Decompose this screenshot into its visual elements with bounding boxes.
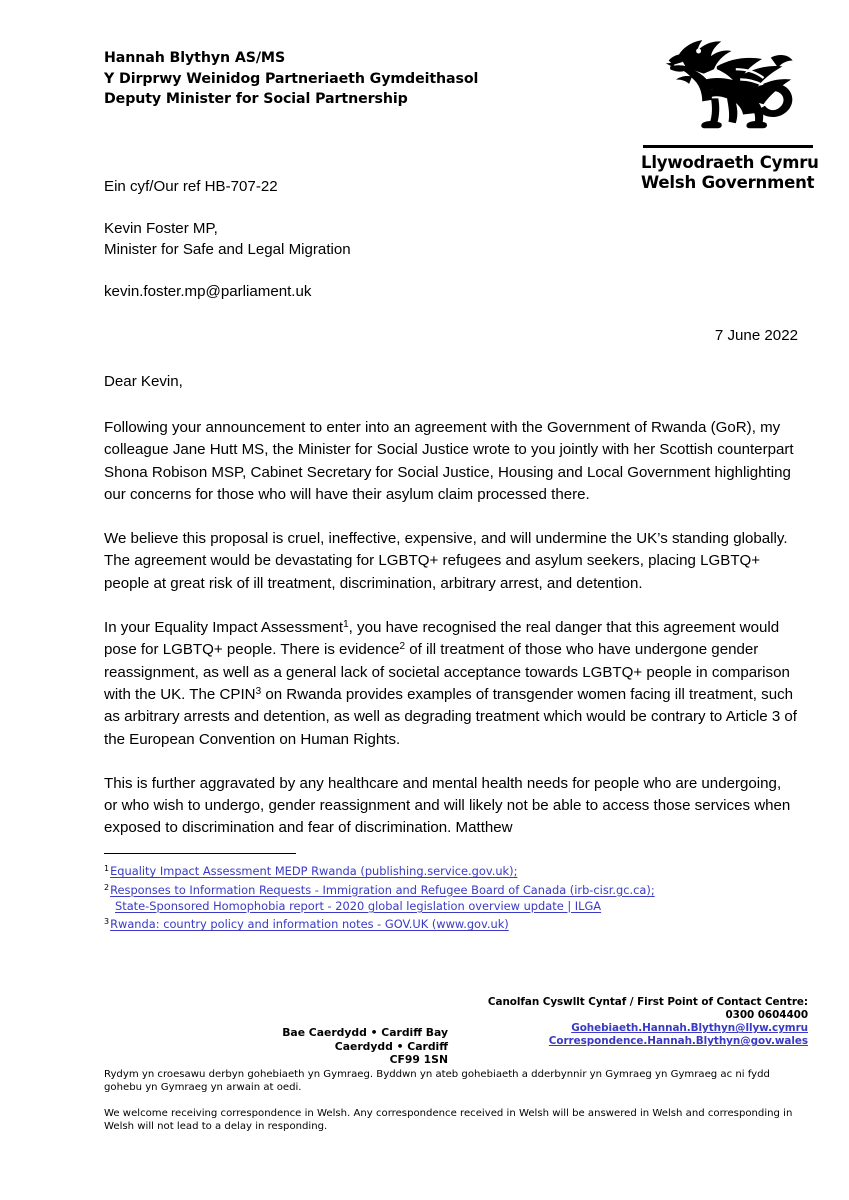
language-notice-english: We welcome receiving correspondence in Welsh. Any correspondence received in Welsh will be answered in Welsh and corresponding in Welsh will not lead to a delay in responding. xyxy=(104,1108,793,1132)
logo-welsh-name: Llywodraeth Cymru xyxy=(641,152,819,172)
footnote-item xyxy=(104,914,804,932)
addressee-email: kevin.foster.mp@parliament.uk xyxy=(104,283,312,300)
email-link-english[interactable]: Correspondence.Hannah.Blythyn@gov.wales xyxy=(548,1035,808,1048)
letterhead-line-english-title: Deputy Minister for Social Partnership xyxy=(104,91,408,107)
footnote-item xyxy=(104,898,804,914)
footnote-link[interactable]: Equality Impact Assessment MEDP Rwanda (publishing.service.gov.uk) xyxy=(110,864,514,879)
welsh-government-logo xyxy=(638,30,818,193)
contact-centre-label: Canolfan Cyswllt Cyntaf / First Point of Contact Centre: xyxy=(487,996,808,1008)
footnote-marker-3[interactable]: 3 xyxy=(255,685,262,697)
salutation: Dear Kevin, xyxy=(104,373,183,390)
postal-address-block xyxy=(200,1026,448,1067)
language-notice-welsh: Rydym yn croesawu derbyn gohebiaeth yn Gymraeg. Byddwn yn ateb gohebiaeth a dderbynnir yn Gymraeg yn Gymraeg ac ni fydd gohebu yn Gymraeg yn arwain at oedi. xyxy=(104,1069,770,1093)
address-line-1: Bae Caerdydd • Cardiff Bay xyxy=(282,1026,448,1039)
address-line-2: Caerdydd • Cardiff xyxy=(334,1039,448,1053)
letterhead-line-welsh-title: Y Dirprwy Weinidog Partneriaeth Gymdeithasol xyxy=(104,70,479,87)
address-line-3: CF99 1SN xyxy=(389,1053,448,1067)
contact-centre-phone: 0300 0604400 xyxy=(725,1009,808,1022)
addressee-name: Kevin Foster MP, xyxy=(104,220,218,237)
footnote-item xyxy=(104,880,804,898)
addressee-block xyxy=(104,218,798,260)
letter-date: 7 June 2022 xyxy=(714,327,798,344)
footnote-number: 1 xyxy=(104,864,110,874)
footnote-link[interactable]: State-Sponsored Homophobia report - 2020 global legislation overview update | ILGA xyxy=(115,898,602,913)
footnote-separator xyxy=(104,853,296,854)
letterhead-line-name: Hannah Blythyn AS/MS xyxy=(104,50,286,66)
footnote-suffix: ; xyxy=(650,882,655,897)
language-notice-block xyxy=(104,1068,810,1146)
paragraph-1: Following your announcement to enter into an agreement with the Government of Rwanda (GoR), my colleague Jane Hutt MS, the Minister for Social Justice wrote to you jointly with her Scottish counterpart Shona Robison MSP, Cabinet Secretary for Social Justice, Housing and Local Government highlighting our concerns for those who will have their asylum claim processed there. xyxy=(104,419,794,503)
footnote-number: 3 xyxy=(104,916,110,926)
paragraph-3: In your Equality Impact Assessment$^1$, you have recognised the real danger that this agreement would pose for LGBTQ+ people. There is evidence$^2$ of ill treatment of those who have undergone gender reassignment, as well as a general lack of societal acceptance towards LGBTQ+ people in comparison with the UK. The CPIN$^3$ on Rwanda provides examples of transgender women facing ill treatment, such as arbitrary arrests and detention, as well as degrading treatment which would be contrary to Article 3 of the European Convention on Human Rights. xyxy=(104,619,797,748)
footnote-suffix: ; xyxy=(513,864,518,879)
logo-english-name: Welsh Government xyxy=(641,172,815,192)
logo-divider xyxy=(643,145,813,148)
addressee-title: Minister for Safe and Legal Migration xyxy=(104,241,351,258)
footnote-marker-2[interactable]: 2 xyxy=(399,641,406,653)
footnote-link[interactable]: Responses to Information Requests - Immigration and Refugee Board of Canada (irb-cisr.gc.ca) xyxy=(110,882,651,897)
footnote-list xyxy=(104,861,804,932)
footnote-link[interactable]: Rwanda: country policy and information notes - GOV.UK (www.gov.uk) xyxy=(110,916,509,931)
minister-letterhead xyxy=(104,48,574,110)
reference-line: Ein cyf/Our ref HB-707-22 xyxy=(104,178,278,195)
footnotes-section xyxy=(104,853,804,932)
paragraph-2: We believe this proposal is cruel, ineffective, expensive, and will undermine the UK’s standing globally. The agreement would be devastating for LGBTQ+ refugees and asylum seekers, placing LGBTQ+ people at great risk of ill treatment, discrimination, arbitrary arrest, and detention. xyxy=(104,530,788,592)
footnote-item xyxy=(104,861,804,879)
email-link-welsh[interactable]: Gohebiaeth.Hannah.Blythyn@llyw.cymru xyxy=(571,1022,808,1035)
paragraph-4: This is further aggravated by any healthcare and mental health needs for people who are undergoing, or who wish to undergo, gender reassignment and will likely not be able to access those services when exposed to discrimination and fear of discrimination. Matthew xyxy=(104,774,791,837)
footnote-number: 2 xyxy=(104,882,110,892)
contact-centre-block xyxy=(440,996,808,1048)
letter-body xyxy=(104,176,798,862)
footnote-marker-1[interactable]: 1 xyxy=(343,619,349,631)
welsh-dragon-icon xyxy=(641,30,816,142)
